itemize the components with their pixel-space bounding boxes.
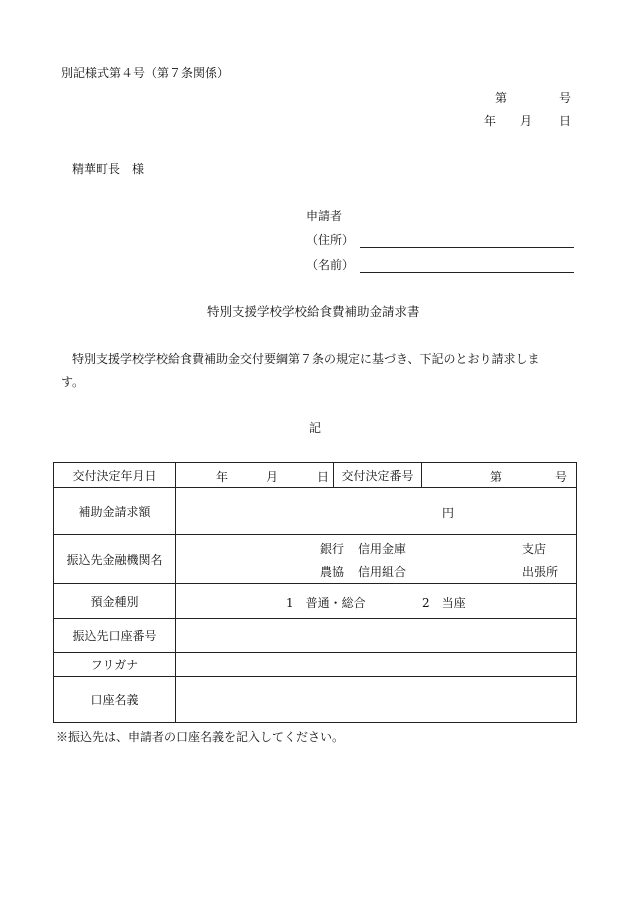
address-blank-line bbox=[360, 234, 574, 248]
deposit-option-ordinary: 1 普通・総合 bbox=[286, 596, 366, 610]
addressee: 精華町長 様 bbox=[72, 162, 145, 176]
amount-label: 補助金請求額 bbox=[54, 488, 176, 535]
row-decision bbox=[54, 463, 577, 488]
date-month-text: 月 bbox=[266, 470, 279, 484]
row-account-number bbox=[54, 619, 577, 653]
account-name-label: 口座名義 bbox=[54, 677, 176, 723]
deposit-option-checking: 2 当座 bbox=[422, 596, 466, 610]
doc-date-month: 月 bbox=[520, 114, 533, 128]
row-account-name bbox=[54, 677, 577, 723]
doc-date-year: 年 bbox=[484, 114, 497, 128]
furigana-cell[interactable] bbox=[176, 653, 577, 677]
document-title: 特別支援学校学校給食費補助金請求書 bbox=[207, 304, 420, 319]
number-suffix-text: 号 bbox=[555, 470, 568, 484]
row-furigana bbox=[54, 653, 577, 677]
bank-text: 銀行 bbox=[320, 542, 345, 556]
decision-number-label: 交付決定番号 bbox=[334, 463, 422, 488]
yen-text: 円 bbox=[442, 506, 455, 520]
name-blank-line bbox=[360, 259, 574, 273]
amount-cell[interactable] bbox=[176, 488, 577, 535]
address-label: （住所） bbox=[306, 233, 355, 247]
bank-label: 振込先金融機関名 bbox=[54, 535, 176, 584]
furigana-label: フリガナ bbox=[54, 653, 176, 677]
row-amount bbox=[54, 488, 577, 535]
doc-number-suffix: 号 bbox=[559, 91, 572, 105]
row-deposit bbox=[54, 584, 577, 619]
date-year-text: 年 bbox=[216, 470, 229, 484]
name-label: （名前） bbox=[306, 258, 355, 272]
account-number-label: 振込先口座番号 bbox=[54, 619, 176, 653]
decision-date-cell[interactable] bbox=[176, 463, 334, 488]
claim-table bbox=[53, 462, 577, 723]
footnote: ※振込先は、申請者の口座名義を記入してください。 bbox=[56, 730, 345, 744]
office-text: 出張所 bbox=[522, 565, 559, 579]
shinkin-text: 信用金庫 bbox=[358, 542, 407, 556]
applicant-name-row bbox=[306, 256, 574, 273]
branch-text: 支店 bbox=[522, 542, 547, 556]
form-reference: 別記様式第４号（第７条関係） bbox=[61, 66, 230, 80]
shinkumi-text: 信用組合 bbox=[358, 565, 407, 579]
applicant-heading: 申請者 bbox=[306, 209, 343, 223]
applicant-address-row bbox=[306, 231, 574, 248]
body-text-line1: 特別支援学校学校給食費補助金交付要綱第７条の規定に基づき、下記のとおり請求しま bbox=[72, 352, 540, 366]
row-bank bbox=[54, 535, 577, 584]
doc-number-prefix: 第 bbox=[495, 91, 508, 105]
account-name-cell[interactable] bbox=[176, 677, 577, 723]
decision-date-label: 交付決定年月日 bbox=[54, 463, 176, 488]
bank-cell[interactable] bbox=[176, 535, 577, 584]
date-day-text: 日 bbox=[317, 470, 330, 484]
deposit-label: 預金種別 bbox=[54, 584, 176, 619]
ki-heading: 記 bbox=[309, 421, 322, 435]
doc-date-day: 日 bbox=[559, 114, 572, 128]
decision-number-cell[interactable] bbox=[422, 463, 577, 488]
nokyo-text: 農協 bbox=[320, 565, 345, 579]
account-number-cell[interactable] bbox=[176, 619, 577, 653]
number-prefix-text: 第 bbox=[490, 470, 503, 484]
deposit-cell[interactable] bbox=[176, 584, 577, 619]
body-text-line2: す。 bbox=[61, 375, 85, 389]
